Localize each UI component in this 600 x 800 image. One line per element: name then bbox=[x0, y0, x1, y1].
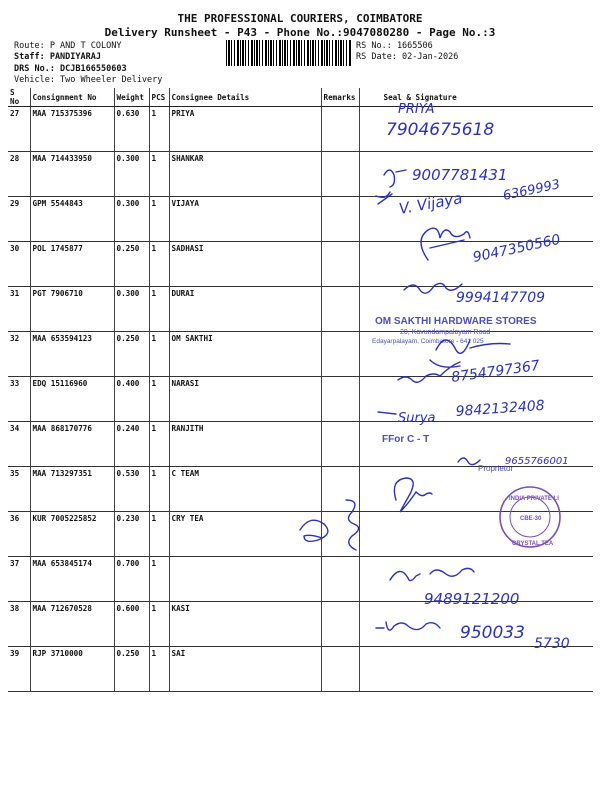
consignment-no: PGT 7906710 bbox=[30, 287, 114, 332]
signature-cell bbox=[359, 287, 593, 332]
pcs: 1 bbox=[149, 242, 169, 287]
table-row bbox=[8, 467, 593, 512]
consignment-no: MAA 713297351 bbox=[30, 467, 114, 512]
signature-cell bbox=[359, 377, 593, 422]
consignee: DURAI bbox=[169, 287, 321, 332]
consignment-no: RJP 3710000 bbox=[30, 647, 114, 692]
weight: 0.230 bbox=[114, 512, 149, 557]
table-row bbox=[8, 647, 593, 692]
signature-cell bbox=[359, 152, 593, 197]
table-row bbox=[8, 197, 593, 242]
col-remarks: Remarks bbox=[321, 88, 359, 107]
remarks bbox=[321, 467, 359, 512]
signature-cell bbox=[359, 602, 593, 647]
remarks bbox=[321, 512, 359, 557]
consignee: VIJAYA bbox=[169, 197, 321, 242]
col-weight: Weight bbox=[114, 88, 149, 107]
sno: 35 bbox=[8, 467, 30, 512]
remarks bbox=[321, 242, 359, 287]
weight: 0.300 bbox=[114, 152, 149, 197]
signature-cell bbox=[359, 197, 593, 242]
table-row bbox=[8, 377, 593, 422]
handwritten-name: V. Vijaya bbox=[397, 189, 464, 218]
weight: 0.300 bbox=[114, 197, 149, 242]
consignment-no: MAA 868170776 bbox=[30, 422, 114, 467]
table-header-row bbox=[8, 88, 593, 107]
pcs: 1 bbox=[149, 647, 169, 692]
consignee: SAI bbox=[169, 647, 321, 692]
signature-cell bbox=[359, 647, 593, 692]
handwritten-phone: 9489121200 bbox=[424, 590, 520, 608]
consignee: CRY TEA bbox=[169, 512, 321, 557]
col-signature: Seal & Signature bbox=[359, 88, 593, 107]
weight: 0.250 bbox=[114, 242, 149, 287]
weight: 0.300 bbox=[114, 287, 149, 332]
remarks bbox=[321, 107, 359, 152]
shop-stamp-address: Edayarpalayam, Coimbatore - 641 025 bbox=[372, 338, 484, 345]
handwritten-phone: 950033 bbox=[460, 623, 525, 643]
signature-cell bbox=[359, 467, 593, 512]
consignment-no: MAA 712670528 bbox=[30, 602, 114, 647]
remarks bbox=[321, 332, 359, 377]
consignee: NARASI bbox=[169, 377, 321, 422]
weight: 0.700 bbox=[114, 557, 149, 602]
table-row bbox=[8, 422, 593, 467]
remarks bbox=[321, 557, 359, 602]
sno: 30 bbox=[8, 242, 30, 287]
remarks bbox=[321, 602, 359, 647]
col-pcs: PCS bbox=[149, 88, 169, 107]
pcs: 1 bbox=[149, 602, 169, 647]
remarks bbox=[321, 197, 359, 242]
consignment-no: MAA 653845174 bbox=[30, 557, 114, 602]
consignment-no: MAA 715375396 bbox=[30, 107, 114, 152]
consignee: SADHASI bbox=[169, 242, 321, 287]
signature-cell bbox=[359, 557, 593, 602]
consignee: C TEAM bbox=[169, 467, 321, 512]
weight: 0.600 bbox=[114, 602, 149, 647]
barcode bbox=[226, 40, 352, 66]
handwritten-phone: 9842132408 bbox=[455, 397, 546, 420]
vehicle-label: Vehicle: Two Wheeler Delivery bbox=[14, 75, 163, 85]
shop-stamp-name: OM SAKTHI HARDWARE STORES bbox=[375, 316, 537, 327]
sno: 32 bbox=[8, 332, 30, 377]
consignment-no: MAA 714433950 bbox=[30, 152, 114, 197]
weight: 0.630 bbox=[114, 107, 149, 152]
handwritten-phone: 9655766001 bbox=[505, 456, 569, 467]
consignee: PRIYA bbox=[169, 107, 321, 152]
consignee: OM SAKTHI bbox=[169, 332, 321, 377]
weight: 0.530 bbox=[114, 467, 149, 512]
remarks bbox=[321, 287, 359, 332]
seal-center-text: CBE-30 bbox=[520, 516, 542, 522]
handwritten-name: PRIYA bbox=[398, 102, 435, 117]
consignee bbox=[169, 557, 321, 602]
sno: 37 bbox=[8, 557, 30, 602]
handwritten-phone: 9007781431 bbox=[412, 166, 508, 184]
company-title: THE PROFESSIONAL COURIERS, COIMBATORE bbox=[177, 12, 423, 25]
weight: 0.400 bbox=[114, 377, 149, 422]
signature-cell bbox=[359, 242, 593, 287]
remarks bbox=[321, 152, 359, 197]
pcs: 1 bbox=[149, 557, 169, 602]
handwritten-phone: 7904675618 bbox=[386, 120, 495, 140]
signature-cell bbox=[359, 422, 593, 467]
table-row bbox=[8, 107, 593, 152]
sno: 33 bbox=[8, 377, 30, 422]
pcs: 1 bbox=[149, 332, 169, 377]
consignment-no: KUR 7005225852 bbox=[30, 512, 114, 557]
handwritten-phone: 8754797367 bbox=[450, 357, 541, 386]
consignee: SHANKAR bbox=[169, 152, 321, 197]
remarks bbox=[321, 647, 359, 692]
seal-text: CRYSTAL TEA bbox=[512, 541, 554, 547]
sno: 36 bbox=[8, 512, 30, 557]
col-consignment: Consignment No bbox=[30, 88, 114, 107]
sno: 31 bbox=[8, 287, 30, 332]
seal-text: INDIA PRIVATE LI bbox=[509, 496, 559, 502]
sno: 34 bbox=[8, 422, 30, 467]
table-row bbox=[8, 602, 593, 647]
runsheet-table bbox=[8, 88, 593, 692]
remarks bbox=[321, 377, 359, 422]
table-row bbox=[8, 242, 593, 287]
route-label: Route: P AND T COLONY bbox=[14, 41, 122, 51]
pcs: 1 bbox=[149, 152, 169, 197]
sno: 27 bbox=[8, 107, 30, 152]
drs-label: DRS No.: DCJB166550603 bbox=[14, 64, 127, 74]
staff-label: Staff: PANDIYARAJ bbox=[14, 52, 101, 62]
handwritten-name: Surya bbox=[398, 411, 436, 426]
handwritten-phone: 9994147709 bbox=[456, 290, 546, 306]
table-row bbox=[8, 152, 593, 197]
consignee: RANJITH bbox=[169, 422, 321, 467]
sno: 38 bbox=[8, 602, 30, 647]
proprietor-stamp: Proprietor bbox=[478, 464, 514, 473]
pcs: 1 bbox=[149, 287, 169, 332]
handwritten-phone: 5730 bbox=[534, 636, 570, 652]
col-consignee: Consignee Details bbox=[169, 88, 321, 107]
table-row bbox=[8, 512, 593, 557]
weight: 0.240 bbox=[114, 422, 149, 467]
sno: 28 bbox=[8, 152, 30, 197]
rs-date-label: RS Date: 02-Jan-2026 bbox=[356, 52, 459, 62]
company-stamp: FFor C - T bbox=[382, 434, 430, 445]
consignment-no: MAA 653594123 bbox=[30, 332, 114, 377]
remarks bbox=[321, 422, 359, 467]
pcs: 1 bbox=[149, 422, 169, 467]
pcs: 1 bbox=[149, 467, 169, 512]
pcs: 1 bbox=[149, 377, 169, 422]
pcs: 1 bbox=[149, 107, 169, 152]
weight: 0.250 bbox=[114, 332, 149, 377]
handwritten-phone: 6369993 bbox=[501, 177, 562, 204]
sno: 29 bbox=[8, 197, 30, 242]
rs-no-label: RS No.: 1665506 bbox=[356, 41, 433, 51]
signature-cell bbox=[359, 332, 593, 377]
pcs: 1 bbox=[149, 197, 169, 242]
col-sno: S No bbox=[8, 88, 30, 107]
signature-cell bbox=[359, 107, 593, 152]
pcs: 1 bbox=[149, 512, 169, 557]
signature-cell bbox=[359, 512, 593, 557]
consignee: KASI bbox=[169, 602, 321, 647]
runsheet-subtitle: Delivery Runsheet - P43 - Phone No.:9047080280 - Page No.:3 bbox=[104, 26, 496, 39]
handwritten-phone: 9047350560 bbox=[471, 231, 562, 266]
sno: 39 bbox=[8, 647, 30, 692]
shop-stamp-address: 20, Kavundampalayam Road bbox=[400, 329, 491, 336]
consignment-no: EDQ 15116960 bbox=[30, 377, 114, 422]
table-row bbox=[8, 287, 593, 332]
consignment-no: GPM 5544843 bbox=[30, 197, 114, 242]
consignment-no: POL 1745877 bbox=[30, 242, 114, 287]
weight: 0.250 bbox=[114, 647, 149, 692]
table-row bbox=[8, 557, 593, 602]
table-row bbox=[8, 332, 593, 377]
